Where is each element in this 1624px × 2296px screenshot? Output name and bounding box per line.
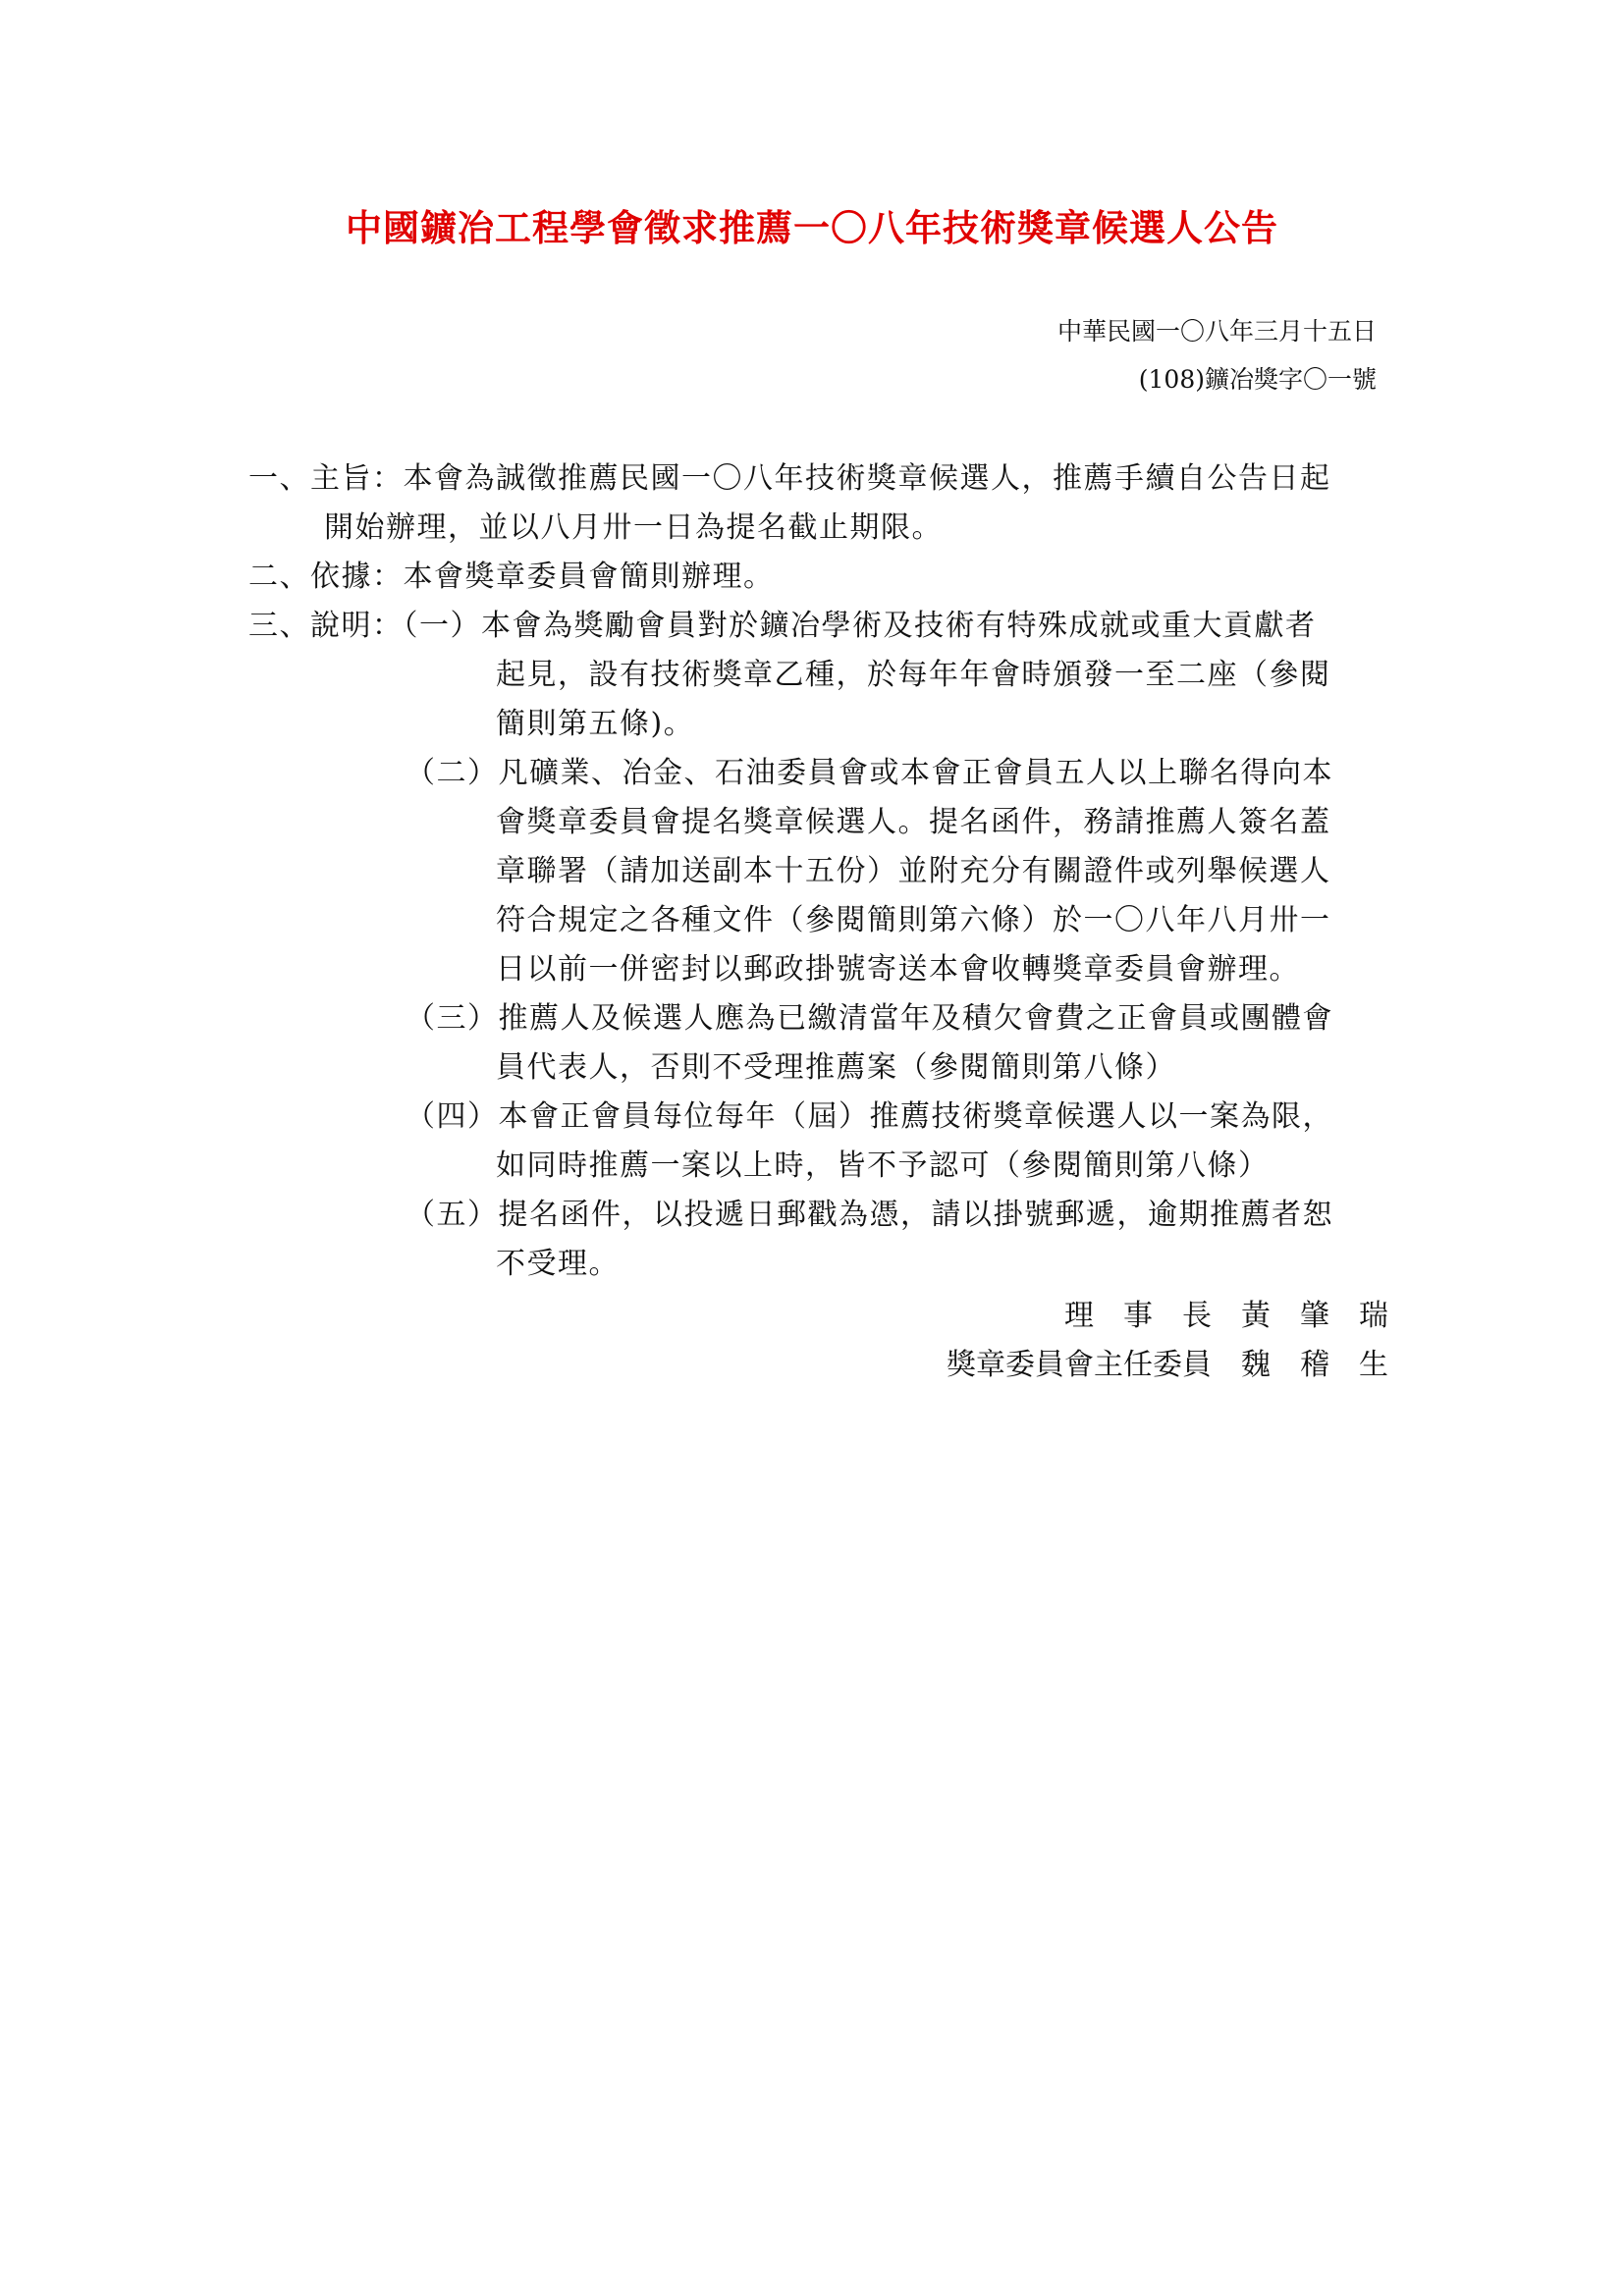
chairman-signature: 理 事 長 黃 肇 瑞 (1064, 1299, 1388, 1333)
committee-head-signature: 獎章委員會主任委員 魏 稽 生 (947, 1348, 1388, 1382)
body-line: 日以前一併密封以郵政掛號寄送本會收轉獎章委員會辦理。 (496, 952, 1300, 987)
body-line: （二）凡礦業、冶金、石油委員會或本會正會員五人以上聯名得向本 (406, 756, 1333, 790)
document-title: 中國鑛冶工程學會徵求推薦一〇八年技術獎章候選人公告 (346, 206, 1278, 249)
document-date: 中華民國一〇八年三月十五日 (1056, 317, 1377, 346)
body-line: 不受理。 (496, 1247, 620, 1281)
body-line: 會獎章委員會提名獎章候選人。提名函件，務請推薦人簽名蓋 (496, 805, 1331, 839)
body-line: 三、說明：（一）本會為獎勵會員對於鑛冶學術及技術有特殊成就或重大貢獻者 (248, 609, 1317, 643)
body-line: （三）推薦人及候選人應為已繳清當年及積欠會費之正會員或團體會 (406, 1001, 1333, 1036)
body-line: 符合規定之各種文件（參閱簡則第六條）於一〇八年八月卅一 (496, 903, 1331, 937)
body-line: （五）提名函件，以投遞日郵戳為憑，請以掛號郵遞，逾期推薦者恕 (406, 1198, 1333, 1232)
body-line: 起見，設有技術獎章乙種，於每年年會時頒發一至二座（參閱 (496, 658, 1331, 692)
reference-number: (108)鑛冶獎字〇一號 (1138, 365, 1377, 394)
body-line: 一、主旨：本會為誠徵推薦民國一〇八年技術獎章候選人，推薦手續自公告日起 (248, 461, 1331, 496)
body-line: 開始辦理，並以八月卅一日為提名截止期限。 (324, 510, 943, 545)
body-line: 員代表人，否則不受理推薦案（參閱簡則第八條） (496, 1050, 1176, 1085)
body-line: 章聯署（請加送副本十五份）並附充分有關證件或列舉候選人 (496, 854, 1331, 888)
body-line: 簡則第五條)。 (496, 707, 695, 741)
body-line: 如同時推薦一案以上時，皆不予認可（參閱簡則第八條） (496, 1148, 1270, 1183)
body-line: （四）本會正會員每位每年（屆）推薦技術獎章候選人以一案為限， (406, 1099, 1333, 1134)
body-line: 二、依據：本會獎章委員會簡則辦理。 (248, 560, 775, 594)
